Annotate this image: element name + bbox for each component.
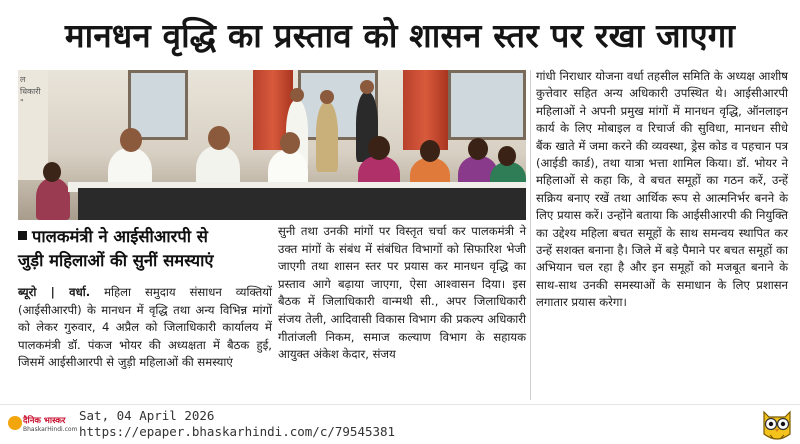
logo-subtext: BhaskarHindi.com xyxy=(23,426,78,433)
epaper-url-link[interactable]: https://epaper.bhaskarhindi.com/c/79545381 xyxy=(79,424,396,439)
dainik-bhaskar-logo[interactable] xyxy=(8,414,78,436)
headline: मानधन वृद्धि का प्रस्ताव को शासन स्तर पर रखा जाएगा xyxy=(64,15,736,55)
news-photo xyxy=(18,70,526,220)
edition-date: Sat, 04 April 2026 xyxy=(79,408,215,423)
logo-text: दैनिक भास्कर xyxy=(23,416,66,426)
article-column-1-text: महिला समुदाय संसाधन व्यक्तियों (आईसीआरपी) के मानधन में वृद्धि तथा अन्य विभिन्न मांगों को लेकर गुरुवार, 4 अप्रैल को जिलाधिकारी कार्यालय में पालकमंत्री डॉ. पंकज भोयर की अध्यक्षता में बैठक हुई, जिसमें आईसीआरपी से जुड़ी महिलाओं की समस्याएं xyxy=(18,285,272,370)
sub-headline-line-2: जुड़ी महिलाओं की सुनीं समस्याएं xyxy=(18,251,214,270)
owl-mascot-icon xyxy=(758,404,796,442)
sub-headline xyxy=(18,225,273,273)
article-column-2: सुनी तथा उनकी मांगों पर विस्तृत चर्चा कर पालकमंत्री ने उक्त मांगों के संबंध में संबंधित विभागों को सिफारिश भेजी जाएगी तथा शासन स्तर पर प्रयास कर मानधन वृद्धि का प्रस्ताव आगे बढ़ाया जाएगा, ऐसा आश्वासन दिया। इस बैठक में जिलाधिकारी वान्मथी सी., अपर जिलाधिकारी संजय तेली, आदिवासी विकास विभाग की प्रकल्प अधिकारी गीतांजली निकम, समाज कल्याण विभाग के सहायक आयुक्त अंकेश केदार, संजय xyxy=(278,224,526,362)
article-column-1 xyxy=(18,284,272,372)
article-column-3: गांधी निराधार योजना वर्धा तहसील समिति के अध्यक्ष आशीष कुत्तेवार सहित अन्य अधिकारी उपस्थित थे। आईसीआरपी महिलाओं ने अपनी प्रमुख मांगों में मानधन वृद्धि, ऑनलाइन कार्य के लिए मोबाइल व रिचार्ज की सुविधा, मानधन सीधे बैंक खाते में जमा करने की व्यवस्था, ड्रेस कोड व पहचान पत्र (आईडी कार्ड), तथा यात्रा भत्ता शामिल किया। डॉ. भोयर ने महिलाओं से कहा कि, वे बचत समूहों का गठन करें, उन्हें सक्रिय बनाए रखें तथा आर्थिक रूप से आत्मनिर्भर बनने के लिए प्रयास करें। उन्होंने बताया कि आईसीआरपी की नियुक्ति का उद्देश्य महिला बचत समूहों के साथ समन्वय स्थापित कर उन्हें सशक्त बनाना है। जिले में बड़े पैमाने पर बचत समूहों का अभियान चल रहा है और इन समूहों को मजबूत बनाने के साथ-साथ उनकी समस्याओं के समाधान के लिए प्रशासन लगातार प्रयास करेगा। xyxy=(536,69,788,310)
column-divider xyxy=(530,70,531,400)
dateline: ब्यूरो | वर्धा. xyxy=(18,285,91,299)
square-bullet-icon xyxy=(18,231,27,240)
wall-board: ल धिकारी " xyxy=(18,70,48,180)
sun-logo-icon xyxy=(8,416,22,430)
sub-headline-line-1: पालकमंत्री ने आईसीआरपी से xyxy=(32,227,208,246)
